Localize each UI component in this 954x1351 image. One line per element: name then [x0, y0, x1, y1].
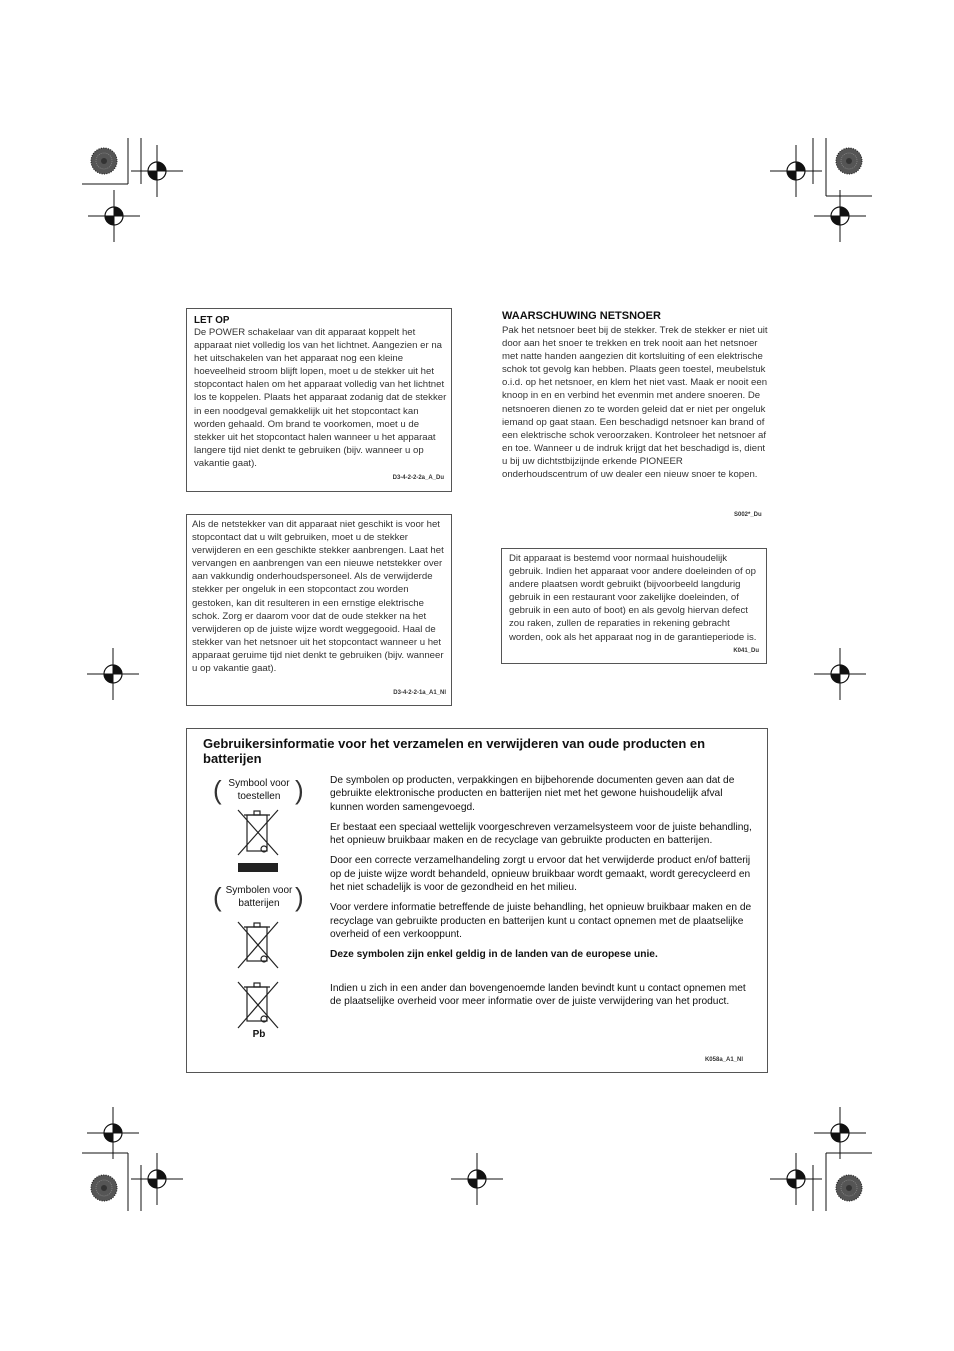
registration-mark [131, 1153, 183, 1205]
starburst-mark [91, 148, 117, 174]
caution-text: De POWER schakelaar van dit apparaat koppelt het apparaat niet volledig los van het lichtnet. Aangezien er na het uitschakelen van het apparaat nog een kleine hoeveelheid stroom blijft lopen, moet u de stekker uit het stopcontact halen om het apparaat volledig van het lichtnet los te koppelen. Plaats het apparaat zodanig dat de stekker in een noodgeval gemakkelijk uit het stopcontact kan worden gehaald. Om brand te voorkomen, moet u de stekker uit het stopcontact halen wanneer u het apparaat langere tijd niet denkt te gebruiken (bijv. wanneer u op vakantie gaat). [194, 327, 447, 469]
registration-mark [131, 145, 183, 197]
power-cord-section [502, 310, 768, 481]
plug-notice-box [186, 514, 452, 706]
recycling-paragraph: Er bestaat een speciaal wettelijk voorgeschreven verzamelsysteem voor de juiste behandling, het opnieuw bruikbaar maken en de recyclage van gebruikte producten en batterijen. [330, 821, 752, 847]
paren-close: ) [295, 882, 304, 912]
caution-title: LET OP [194, 315, 230, 326]
registration-mark [87, 1107, 139, 1159]
registration-mark [770, 1153, 822, 1205]
paren-open: ( [213, 775, 222, 805]
starburst-mark [836, 1175, 862, 1201]
caution-box [186, 308, 452, 492]
symbol-batteries-label: Symbolen voor batterijen [225, 885, 293, 909]
recycling-outside-eu: Indien u zich in een ander dan bovengenoemde landen bevindt kunt u contact opnemen met de plaatselijke overheid voor meer informatie over de juiste verwijdering van het product. [330, 982, 746, 1007]
paren-close: ) [295, 775, 304, 805]
pb-label: Pb [252, 1029, 266, 1040]
caution-code: D3-4-2-2-2a_A_Du [392, 475, 444, 481]
household-box [501, 548, 767, 664]
recycling-paragraph: Door een correcte verzamelhandeling zorgt u ervoor dat het verwijderde product en/of batterij op de juiste wijze wordt behandeld, opnieuw bruikbaar wordt gemaakt, wordt gerecycleerd en het niet schadelijk is voor de gezondheid en het milieu. [330, 855, 751, 894]
registration-mark [88, 190, 140, 242]
crossed-bin-battery-icon [235, 919, 281, 971]
power-cord-code: S002*_Du [734, 512, 762, 518]
power-cord-title: WAARSCHUWING NETSNOER [502, 310, 661, 322]
paren-open: ( [213, 882, 222, 912]
plug-notice-code: D3-4-2-2-1a_A1_Nl [393, 690, 446, 696]
recycling-title: Gebruikersinformatie voor het verzamelen en verwijderen van oude producten en batterijen [203, 736, 706, 766]
household-code: K041_Du [733, 648, 759, 654]
recycling-eu-note: Deze symbolen zijn enkel geldig in de landen van de europese unie. [330, 949, 658, 961]
registration-mark [814, 190, 866, 242]
registration-mark [814, 1107, 866, 1159]
recycling-text-column [330, 774, 758, 1015]
plug-notice-text: Als de netstekker van dit apparaat niet geschikt is voor het stopcontact dat u wilt gebruiken, moet u de stekker verwijderen en een geschikte stekker aanbrengen. Laat het vervangen en aanbrengen van een nieuwe netstekker over aan vakkundig onderhoudspersoneel. Als de verwijderde stekker per ongeluk in een stopcontact zou worden gestoken, kan dit resulteren in een ernstige elektrische schok. Zorg er daarom voor dat de oude stekker na het verwijderen op de juiste wijze wordt weggegooid. Haal de stekker van het netsnoer uit het stopcontact wanneer u het apparaat geruime tijd niet denkt te gebruiken (bijv. wanneer u op vakantie gaat). [192, 519, 444, 675]
symbol-devices-label: Symbool voor toestellen [228, 778, 290, 802]
registration-mark [451, 1153, 503, 1205]
starburst-mark [836, 148, 862, 174]
recycling-code: K058a_A1_Nl [704, 1057, 743, 1063]
registration-mark [814, 648, 866, 700]
registration-mark [770, 145, 822, 197]
power-cord-text: Pak het netsnoer beet bij de stekker. Trek de stekker er niet uit door aan het snoer te trekken en trek nooit aan het netsnoer met natte handen aangezien dit kortsluiting of een elektrische schok tot gevolg kan hebben. Plaats geen toestel, meubelstuk o.i.d. op het netsnoer, en klem het niet vast. Maak er nooit een knoop in en en verbind het evenmin met andere snoeren. De netsnoeren dienen zo te worden geleid dat er niet per ongeluk iemand op gaat staan. Een beschadigd netsnoer kan brand of een elektrische schok veroorzaken. Kontroleer het netsnoer af en toe. Wanneer u de indruk krijgt dat het beschadigd is, dient u bij uw dichtstbijzijnde erkende PIONEER onderhoudscentrum of uw dealer een nieuw snoer te kopen. [502, 325, 768, 481]
starburst-mark [91, 1175, 117, 1201]
household-text: Dit apparaat is bestemd voor normaal huishoudelijk gebruik. Indien het apparaat voor andere doeleinden of op andere plaatsen wordt gebruikt (bijvoorbeeld langdurig gebruik in een restaurant voor zakelijke doeleinden, of gebruik in een auto of boot) en als gevolg hiervan defect zou raken, zullen de reparaties in rekening gebracht worden, ook als het apparaat nog in de garantieperiode is. [509, 553, 757, 643]
recycling-paragraph: De symbolen op producten, verpakkingen en bijbehorende documenten geven aan dat de gebruikte elektronische producten en batterijen niet met het gewone huishoudelijk afval kunnen worden samengevoegd. [330, 775, 735, 813]
crossed-bin-pb-icon [235, 979, 281, 1031]
registration-mark [87, 648, 139, 700]
crossed-bin-devices-icon [235, 807, 281, 875]
recycling-paragraph: Voor verdere informatie betreffende de juiste behandling, het opnieuw bruikbaar maken en de recyclage van gebruikte producten en batterijen kunt u contact opnemen met de plaatselijke overheid of een verkooppunt. [330, 902, 752, 940]
recycling-box [186, 728, 768, 1073]
